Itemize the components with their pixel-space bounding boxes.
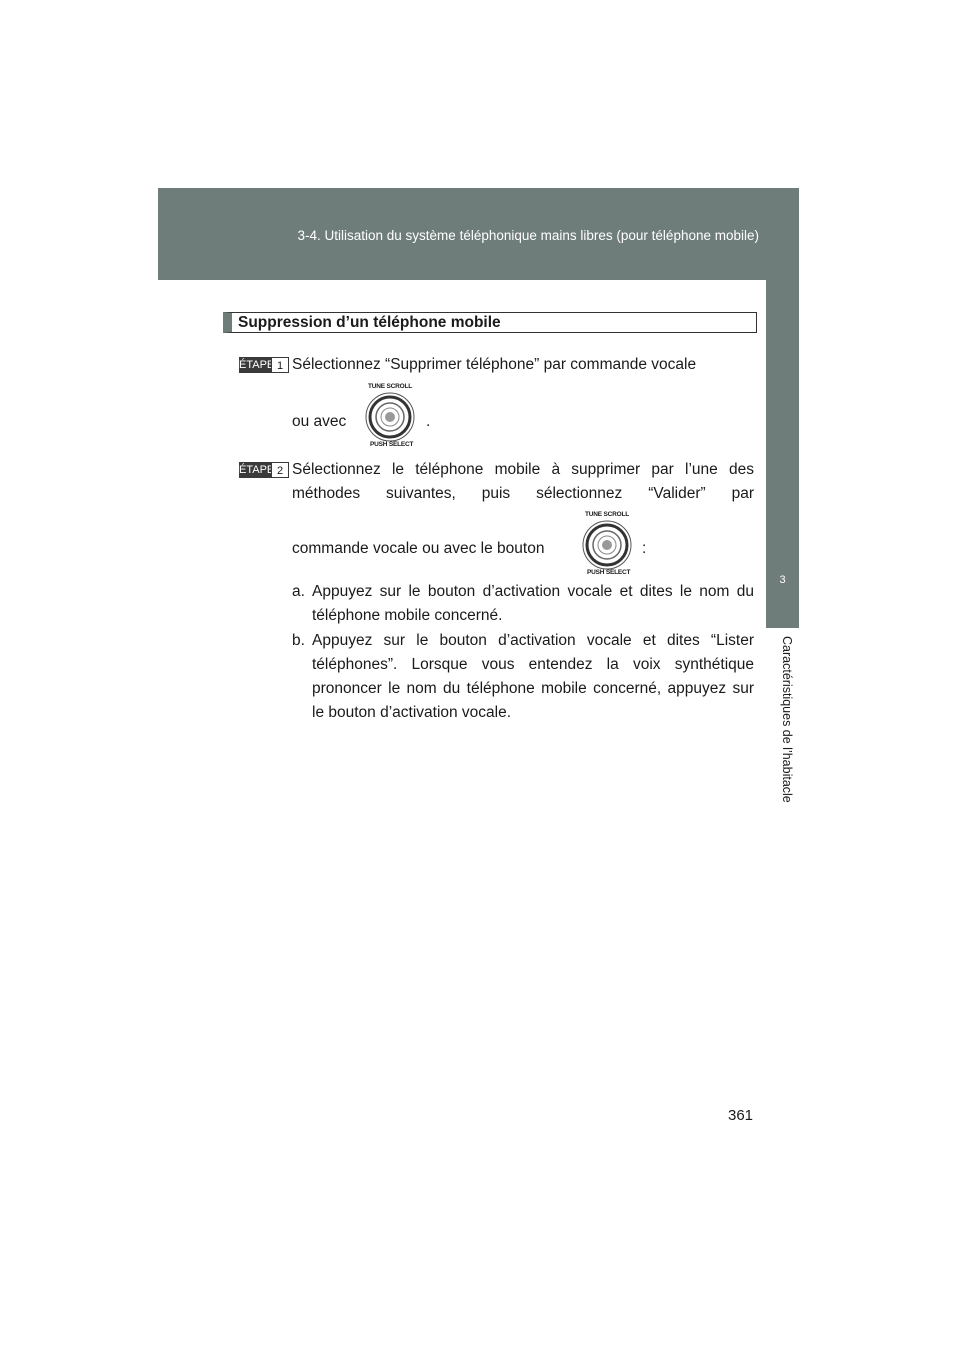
tune-scroll-knob-icon bbox=[364, 383, 416, 453]
step-1-text-after-knob: . bbox=[426, 413, 431, 430]
step-2-text-after-knob: : bbox=[642, 540, 647, 557]
step-1-badge bbox=[239, 357, 291, 373]
list-marker: a. bbox=[292, 583, 305, 600]
step-2-text: Sélectionnez le téléphone mobile à supprimer par l’une des méthodes suivantes, puis sélectionnez “Valider” par bbox=[292, 461, 754, 502]
knob-dial-icon bbox=[581, 519, 633, 571]
knob-top-label: TUNE SCROLL bbox=[368, 383, 413, 390]
header-title: 3-4. Utilisation du système téléphonique mains libres (pour téléphone mobile) bbox=[297, 228, 759, 243]
step-1-text: Sélectionnez “Supprimer téléphone” par commande vocale bbox=[292, 356, 697, 373]
tune-scroll-knob-icon bbox=[581, 511, 633, 581]
step-badge-number: 2 bbox=[271, 462, 289, 478]
list-marker: b. bbox=[292, 632, 305, 649]
step-badge-label: ÉTAPE bbox=[239, 464, 275, 476]
knob-bottom-label: PUSH SELECT bbox=[587, 569, 631, 576]
step-1-text-before-knob: ou avec bbox=[292, 413, 347, 430]
side-tab-label: Caractéristiques de l’habitacle bbox=[780, 636, 794, 803]
step-2-text-before-knob: commande vocale ou avec le bouton bbox=[292, 540, 545, 557]
knob-dial-icon bbox=[364, 391, 416, 443]
list-item bbox=[292, 580, 754, 628]
side-tab-number: 3 bbox=[779, 574, 786, 586]
list-item-text: Appuyez sur le bouton d’activation vocale et dites “Lister téléphones”. Lorsque vous entendez la voix synthétique prononcer le nom du téléphone mobile concerné, appuyez sur le bouton d’activation vocale. bbox=[312, 632, 754, 721]
side-tab-number-box bbox=[766, 540, 799, 618]
step-badge-number: 1 bbox=[271, 357, 289, 373]
knob-bottom-label: PUSH SELECT bbox=[370, 441, 414, 448]
knob-top-label: TUNE SCROLL bbox=[585, 511, 630, 518]
page-number: 361 bbox=[728, 1107, 754, 1124]
section-title: Suppression d’un téléphone mobile bbox=[223, 312, 757, 333]
step-2-badge bbox=[239, 462, 291, 478]
list-item-text: Appuyez sur le bouton d’activation vocale et dites le nom du téléphone mobile concerné. bbox=[312, 583, 754, 624]
chapter-header bbox=[158, 188, 799, 280]
list-item bbox=[292, 629, 754, 725]
step-badge-label: ÉTAPE bbox=[239, 359, 275, 371]
